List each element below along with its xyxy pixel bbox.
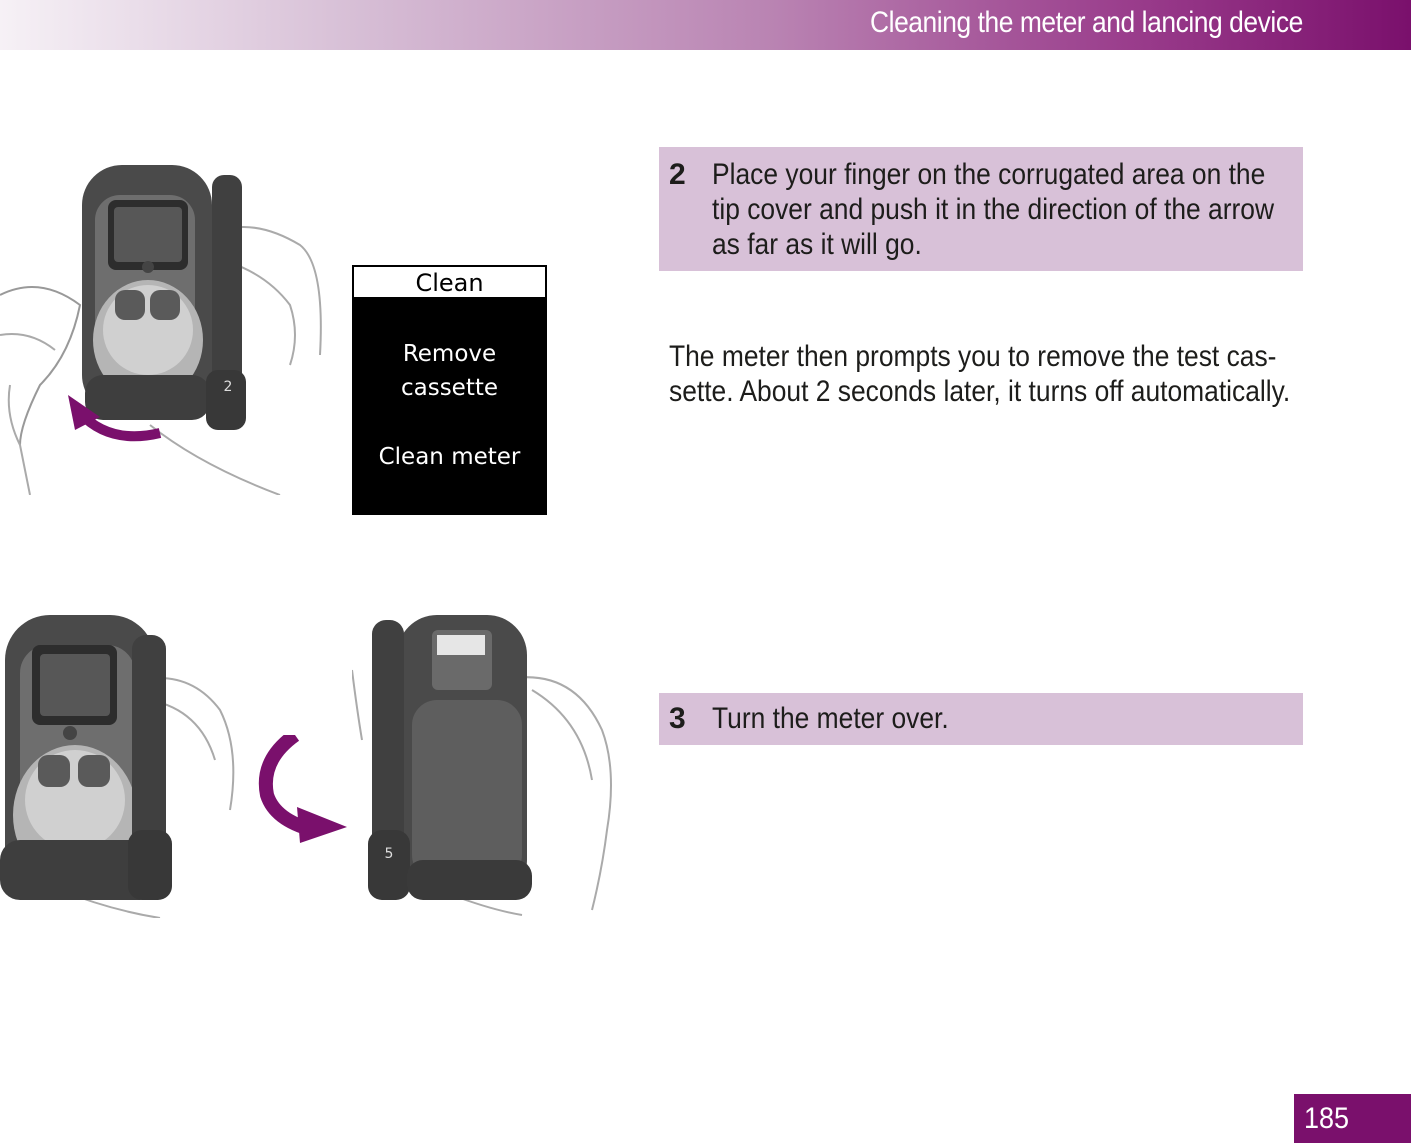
screen-line-clean-meter: Clean meter bbox=[378, 444, 521, 470]
screen-line-cassette: cassette bbox=[400, 375, 499, 401]
dial-number-back: 5 bbox=[384, 846, 394, 862]
page-number-box bbox=[1294, 1094, 1411, 1143]
screen-line-remove: Remove bbox=[402, 341, 497, 367]
step-number: 3 bbox=[669, 702, 686, 735]
turn-over-arrow-icon bbox=[255, 735, 350, 845]
step-text: Turn the meter over. bbox=[712, 702, 949, 735]
page-number: 185 bbox=[1304, 1102, 1350, 1135]
meter-back-illustration bbox=[352, 610, 620, 918]
step-text: Place your finger on the corrugated area on the tip cover and push it in the direction of the arrow as far as it will go. bbox=[712, 158, 1275, 261]
header-bar bbox=[0, 0, 1411, 50]
body-paragraph: The meter then prompts you to remove the test cas-sette. About 2 seconds later, it turns off automatically. bbox=[669, 340, 1291, 408]
meter-display bbox=[352, 265, 547, 515]
screen-title: Clean bbox=[352, 265, 547, 299]
meter-front-illustration bbox=[0, 610, 248, 918]
step-3-box bbox=[659, 693, 1303, 745]
meter-front-push-illustration bbox=[0, 155, 325, 495]
dial-number-front: 2 bbox=[223, 379, 233, 395]
step-2-box bbox=[659, 147, 1303, 271]
step-number: 2 bbox=[669, 158, 686, 191]
section-title: Cleaning the meter and lancing device bbox=[870, 6, 1303, 39]
